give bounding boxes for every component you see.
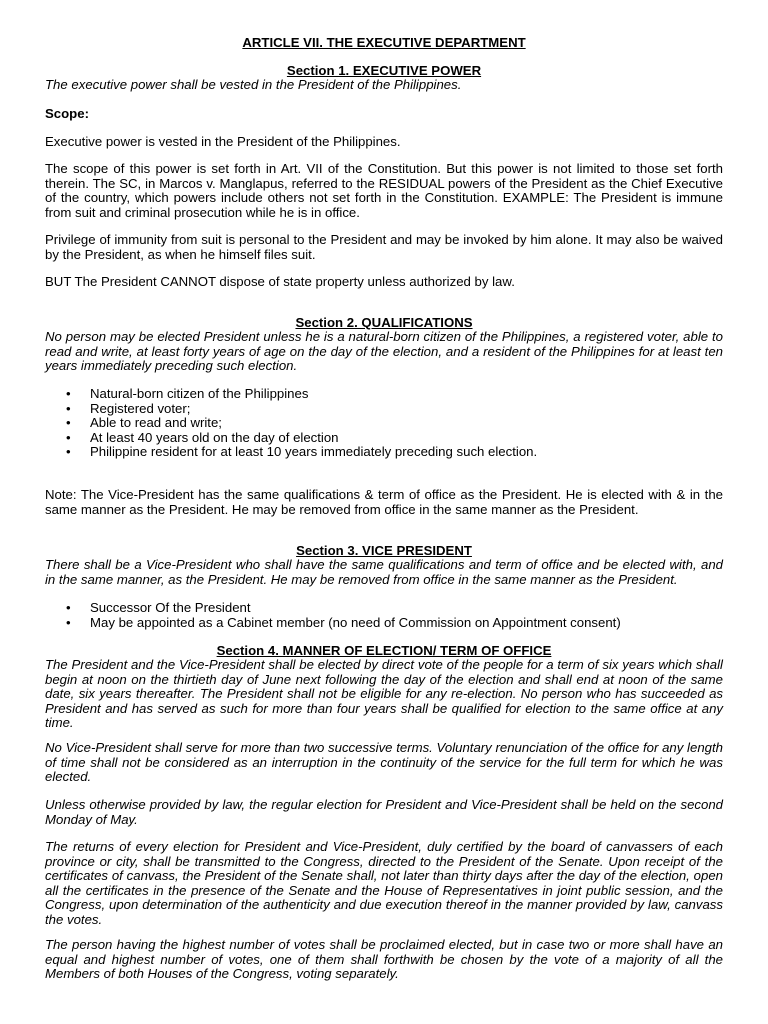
section-4-paragraph-1: The President and the Vice-President shall be elected by direct vote of the people for a term of six years which shall begin at noon on the thirtieth day of June next following the day of the election and shall end at noon of the same date, six years thereafter. The President shall not be eligible for any re-election. No person who has succeeded as President and has served as such for more than four years shall be qualified for election to the same office at any time. [45,657,723,731]
list-item: • Successor Of the President [45,601,723,616]
vice-president-list [45,601,723,630]
section-2-note: Note: The Vice-President has the same qualifications & term of office as the President. He is elected with & in the same manner as the President. He may be removed from office in the same manner as the President. [45,487,723,517]
list-item: • Philippine resident for at least 10 years immediately preceding such election. [45,445,723,460]
section-1-paragraph-4: BUT The President CANNOT dispose of state property unless authorized by law. [45,274,515,289]
section-4-title: Section 4. MANNER OF ELECTION/ TERM OF OFFICE [216,643,552,658]
section-4-paragraph-4: The returns of every election for President and Vice-President, duly certified by the board of canvassers of each province or city, shall be transmitted to the Congress, directed to the President of the Senate. Upon receipt of the certificates of canvass, the President of the Senate shall, not later than thirty days after the day of the election, open all the certificates in the presence of the Senate and the House of Representatives in joint public session, and the Congress, upon determination of the authenticity and due execution thereof in the manner provided by law, canvass the votes. [45,839,723,927]
list-item: • Registered voter; [45,402,723,417]
list-item: • Natural-born citizen of the Philippines [45,387,723,402]
section-2-provision: No person may be elected President unless he is a natural-born citizen of the Philippines, a registered voter, able to read and write, at least forty years of age on the day of the election, and a resident of the Philippines for at least ten years immediately preceding such election. [45,329,723,374]
scope-label: Scope: [45,106,89,121]
section-4-paragraph-2: No Vice-President shall serve for more than two successive terms. Voluntary renunciation of the office for any length of time shall not be considered as an interruption in the continuity of the service for the full term for which he was elected. [45,740,723,785]
section-1-paragraph-2: The scope of this power is set forth in Art. VII of the Constitution. But this power is not limited to those set forth therein. The SC, in Marcos v. Manglapus, referred to the RESIDUAL powers of the President as the Chief Executive of the country, which powers include others not set forth in the Constitution. EXAMPLE: The President is immune from suit and criminal prosecution while he is in office. [45,161,723,220]
qualifications-list [45,387,723,460]
section-4-paragraph-3: Unless otherwise provided by law, the regular election for President and Vice-President shall be held on the second Monday of May. [45,797,723,827]
article-title: ARTICLE VII. THE EXECUTIVE DEPARTMENT [242,35,526,50]
section-2-title: Section 2. QUALIFICATIONS [295,315,473,330]
section-1-provision: The executive power shall be vested in the President of the Philippines. [45,77,462,92]
section-1-paragraph-3: Privilege of immunity from suit is personal to the President and may be invoked by him alone. It may also be waived by the President, as when he himself files suit. [45,232,723,262]
list-item: • May be appointed as a Cabinet member (no need of Commission on Appointment consent) [45,616,723,631]
list-item: • Able to read and write; [45,416,723,431]
section-4-paragraph-5: The person having the highest number of votes shall be proclaimed elected, but in case two or more shall have an equal and highest number of votes, one of them shall forthwith be chosen by the vote of a majority of all the Members of both Houses of the Congress, voting separately. [45,937,723,982]
section-3-provision: There shall be a Vice-President who shall have the same qualifications and term of office and be elected with, and in the same manner, as the President. He may be removed from office in the same manner as the President. [45,557,723,587]
section-3-title: Section 3. VICE PRESIDENT [296,543,472,558]
list-item: • At least 40 years old on the day of election [45,431,723,446]
section-1-paragraph-1: Executive power is vested in the President of the Philippines. [45,134,401,149]
section-1-title: Section 1. EXECUTIVE POWER [286,63,482,78]
